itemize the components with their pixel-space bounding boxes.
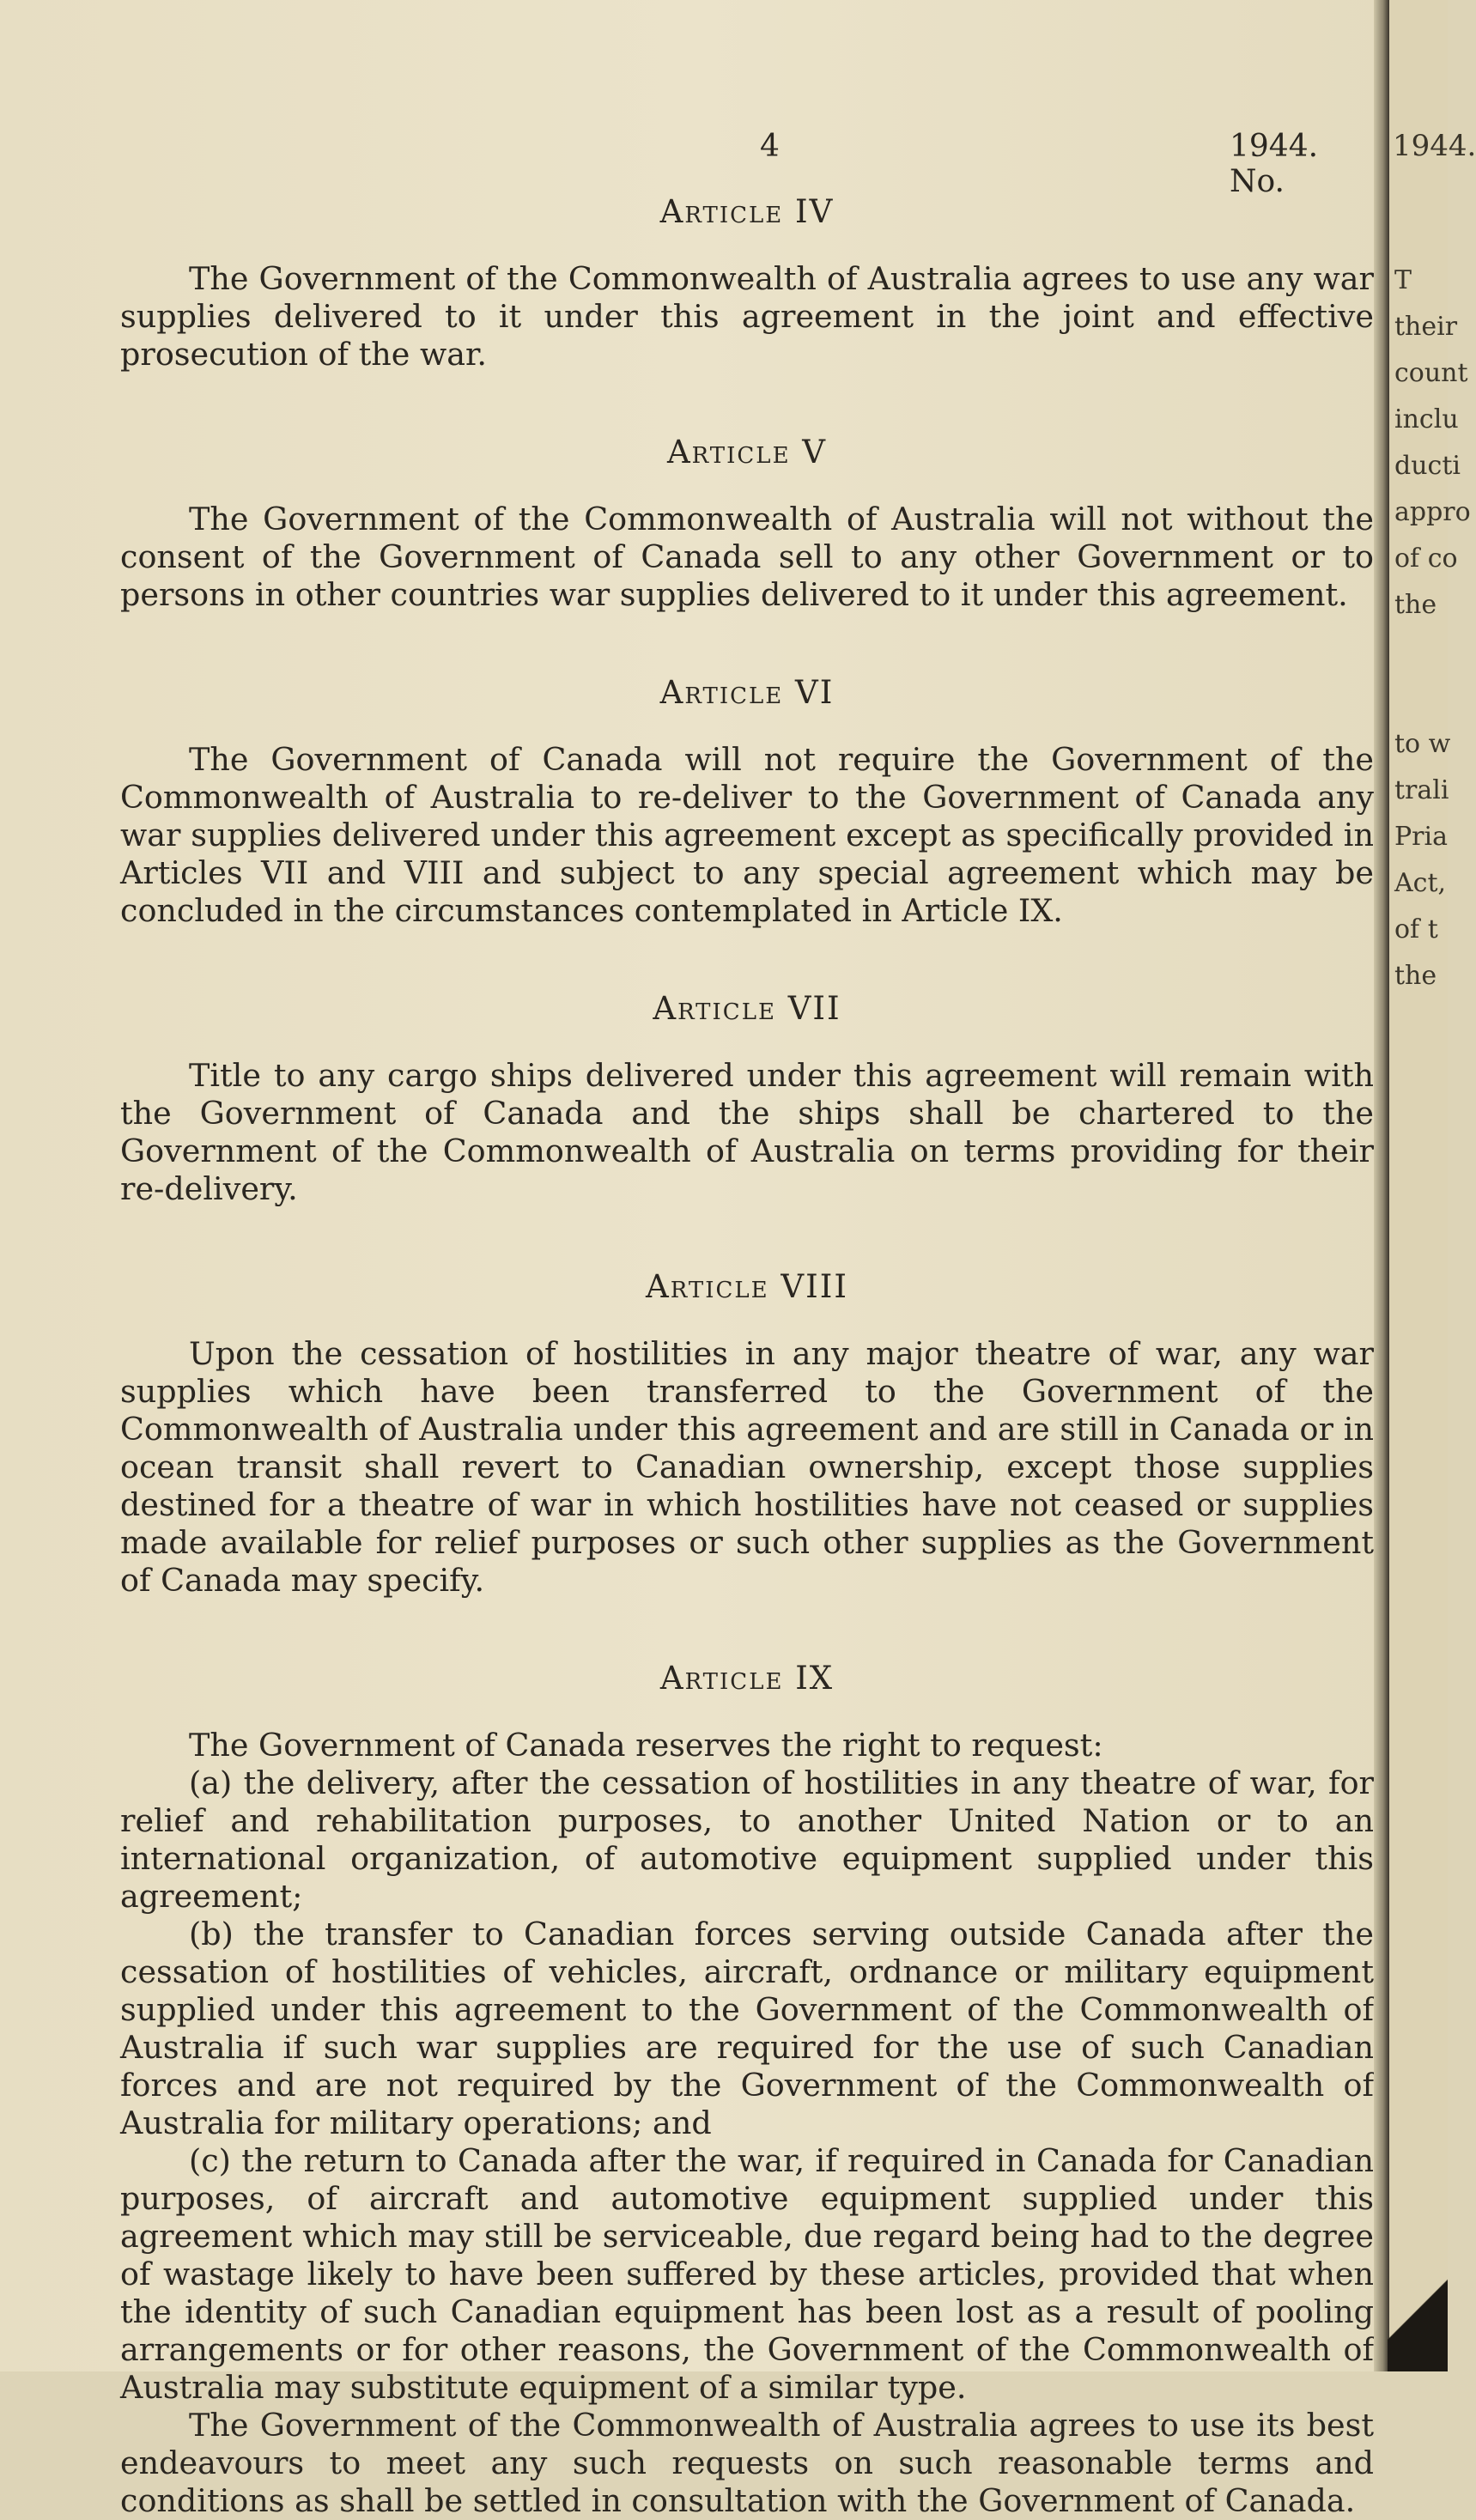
article-heading: Article VIII <box>646 1268 848 1305</box>
page-corner-shadow <box>1388 2277 1448 2371</box>
facing-fragment: count <box>1394 358 1468 388</box>
article-heading: Article VI <box>659 674 835 711</box>
article-viii <box>120 1268 1374 1600</box>
facing-fragment: appro <box>1394 497 1471 527</box>
facing-fragment: trali <box>1394 775 1449 805</box>
article-paragraph: The Government of the Commonwealth of Australia will not without the consent of the Government of Canada sell to any other Government or to persons in other countries war supplies delivered to it under this agreement. <box>120 501 1374 613</box>
article-iv <box>120 193 1374 373</box>
article-paragraph: Title to any cargo ships delivered under this agreement will remain with the Government of Canada and the ships shall be chartered to the Government of the Commonwealth of Australia on terms providing for their re-delivery. <box>120 1057 1374 1207</box>
article-vi <box>120 674 1374 930</box>
book-gutter <box>1374 0 1389 2371</box>
article-paragraph: The Government of Canada will not require the Government of the Commonwealth of Australia to re-deliver to the Government of Canada any war supplies delivered under this agreement except as specifically provided in Articles VII and VIII and subject to any special agreement which may be concluded in the circumstances contemplated in Article IX. <box>120 741 1374 929</box>
article-heading: Article V <box>666 434 828 471</box>
facing-fragment: of t <box>1394 914 1438 944</box>
facing-fragment: inclu <box>1394 404 1459 434</box>
article-vii <box>120 990 1374 1208</box>
article-paragraph-final: The Government of the Commonwealth of Australia agrees to use its best endeavours to meet any such requests on such reasonable terms and conditions as shall be settled in consultation with the Government of Canada. <box>120 2407 1374 2519</box>
article-paragraph: The Government of the Commonwealth of Australia agrees to use any war supplies delivered to it under this agreement in the joint and effective prosecution of the war. <box>120 260 1374 373</box>
running-head: 1944. No. <box>1230 129 1319 199</box>
facing-page-edge <box>1389 0 1476 2371</box>
facing-fragment: of co <box>1394 543 1458 574</box>
facing-page-fragments <box>1394 258 1471 999</box>
facing-fragment: Pria <box>1394 822 1449 852</box>
facing-fragment: the <box>1394 961 1437 991</box>
facing-fragment: the <box>1394 590 1437 620</box>
document-body <box>120 193 1374 2520</box>
article-clause-a: (a) the delivery, after the cessation of hostilities in any theatre of war, for relief and rehabilitation purposes, to another United Nation or to an international organization, of automotive equipment supplied under this agreement; <box>120 1764 1374 1915</box>
page-header <box>0 129 1374 199</box>
article-heading: Article IV <box>659 193 835 230</box>
article-paragraph: Upon the cessation of hostilities in any major theatre of war, any war supplies which have been transferred to the Government of the Commonwealth of Australia under this agreement and are still in Canada or in ocean transit shall revert to Canadian ownership, except those supplies destined for a theatre of war in which hostilities have not ceased or supplies made available for relief purposes or such other supplies as the Government of Canada may specify. <box>120 1335 1374 1599</box>
facing-fragment <box>1394 675 1471 721</box>
page-number: 4 <box>760 129 780 164</box>
facing-fragment: their <box>1394 312 1458 342</box>
article-heading: Article VII <box>653 990 841 1027</box>
article-clause-c: (c) the return to Canada after the war, if required in Canada for Canadian purposes, of aircraft and automotive equipment supplied under this agreement which may still be serviceable, due regard being had to the degree of wastage likely to have been suffered by these articles, provided that when the identity of such Canadian equipment has been lost as a result of pooling arrangements or for other reasons, the Government of the Commonwealth of Australia may substitute equipment of a similar type. <box>120 2142 1374 2406</box>
facing-fragment: to w <box>1394 729 1451 759</box>
facing-fragment: T <box>1394 265 1412 295</box>
facing-running-head: 1944. <box>1393 129 1476 163</box>
facing-fragment: ducti <box>1394 451 1461 481</box>
facing-fragment: Act, <box>1394 868 1447 898</box>
article-ix <box>120 1660 1374 2520</box>
facing-fragment <box>1394 628 1471 675</box>
article-paragraph: The Government of Canada reserves the right to request: <box>189 1727 1103 1764</box>
article-v <box>120 434 1374 614</box>
article-clause-b: (b) the transfer to Canadian forces serving outside Canada after the cessation of hostilities of vehicles, aircraft, ordnance or military equipment supplied under this agreement to the Government of the Commonwealth of Australia if such war supplies are required for the use of such Canadian forces and are not required by the Government of the Commonwealth of Australia for military operations; and <box>120 1916 1374 2141</box>
article-heading: Article IX <box>659 1660 835 1697</box>
